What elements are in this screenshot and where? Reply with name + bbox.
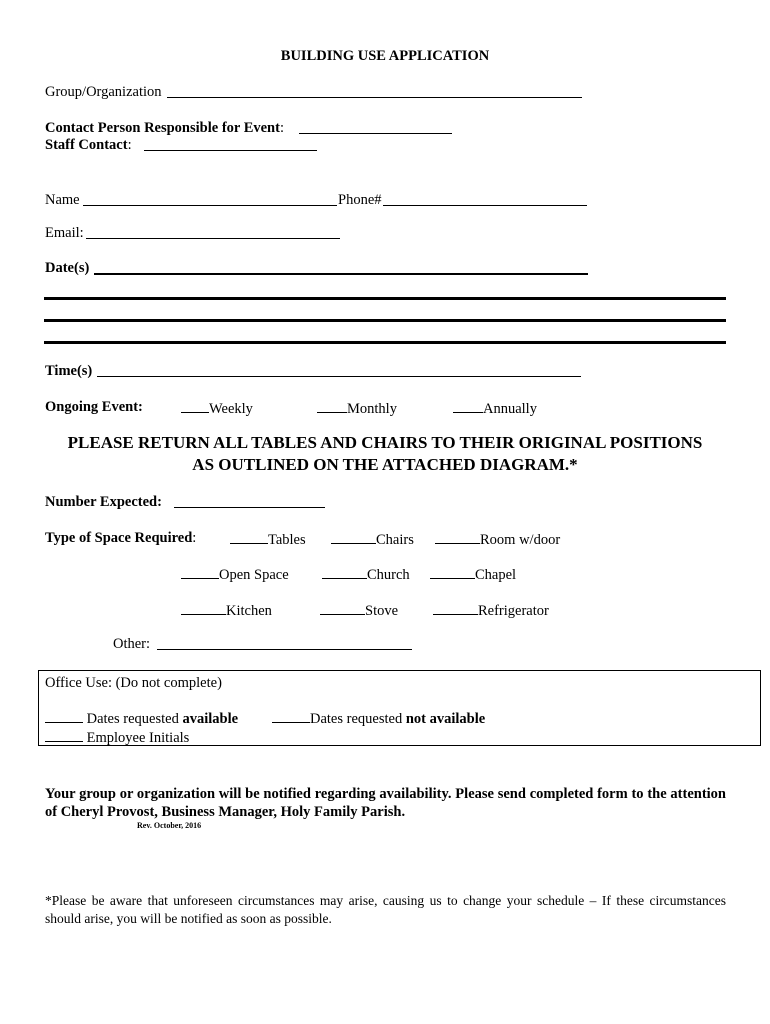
annually-label: Annually <box>483 401 537 417</box>
dates-not-available-checkbox[interactable] <box>272 710 310 723</box>
kitchen-checkbox[interactable] <box>181 602 226 615</box>
space-option-tables[interactable] <box>230 531 306 548</box>
church-label: Church <box>367 567 410 583</box>
chairs-checkbox[interactable] <box>331 531 376 544</box>
tables-checkbox[interactable] <box>230 531 268 544</box>
phone-label: Phone# <box>338 192 382 208</box>
space-option-chairs[interactable] <box>331 531 414 548</box>
name-field[interactable] <box>83 205 337 206</box>
dates-label: Date(s) <box>45 260 90 276</box>
tables-label: Tables <box>268 532 306 548</box>
page-title: BUILDING USE APPLICATION <box>280 48 490 64</box>
weekly-label: Weekly <box>209 401 253 417</box>
room-door-checkbox[interactable] <box>435 531 480 544</box>
dates-line-4[interactable] <box>44 341 726 344</box>
contact-person-field[interactable] <box>299 133 452 134</box>
footnote: *Please be aware that unforeseen circumstances may arise, causing us to change your schedule – If these circumstances should arise, you will be notified as soon as possible. <box>45 893 726 926</box>
dates-available-checkbox[interactable] <box>45 710 83 723</box>
church-checkbox[interactable] <box>322 566 367 579</box>
number-expected-label: Number Expected: <box>45 494 162 510</box>
monthly-checkbox[interactable] <box>317 400 347 413</box>
revision-note: Rev. October, 2016 <box>137 821 202 830</box>
name-label: Name <box>45 192 80 208</box>
phone-field[interactable] <box>383 205 587 206</box>
refrigerator-label: Refrigerator <box>478 603 549 619</box>
staff-contact-label: Staff Contact <box>45 137 128 153</box>
space-option-refrigerator[interactable] <box>433 602 549 619</box>
space-label: Type of Space Required <box>45 530 193 546</box>
dates-available-row[interactable] <box>45 710 238 727</box>
times-label: Time(s) <box>45 363 93 379</box>
dates-not-available-bold: not available <box>405 711 486 727</box>
chapel-checkbox[interactable] <box>430 566 475 579</box>
notice-line-1: PLEASE RETURN ALL TABLES AND CHAIRS TO THEIR ORIGINAL POSITIONS <box>67 433 703 452</box>
dates-not-available-text: Dates requested <box>310 711 406 727</box>
weekly-checkbox[interactable] <box>181 400 209 413</box>
staff-contact-row: Staff Contact: <box>45 137 132 153</box>
space-option-chapel[interactable] <box>430 566 516 583</box>
room-door-label: Room w/door <box>480 532 561 548</box>
group-org-row <box>45 85 162 100</box>
space-option-kitchen[interactable] <box>181 602 272 619</box>
employee-initials-label: Employee Initials <box>86 730 190 746</box>
monthly-option[interactable] <box>317 400 397 417</box>
employee-initials-row[interactable] <box>45 729 189 746</box>
times-field[interactable] <box>97 376 581 377</box>
notify-paragraph: Your group or organization will be notified regarding availability. Please send completed form to the attention of Cheryl Provost, Business Manager, Holy Family Parish. <box>45 786 726 820</box>
monthly-label: Monthly <box>347 401 397 417</box>
stove-checkbox[interactable] <box>320 602 365 615</box>
stove-label: Stove <box>365 603 399 619</box>
number-expected-field[interactable] <box>174 507 325 508</box>
dates-line-2[interactable] <box>44 297 726 300</box>
kitchen-label: Kitchen <box>226 603 272 619</box>
dates-available-bold: available <box>182 711 239 727</box>
contact-person-label: Contact Person Responsible for Event <box>45 120 280 136</box>
space-row: Type of Space Required: <box>45 530 197 546</box>
email-field[interactable] <box>86 238 340 239</box>
space-option-open-space[interactable] <box>181 566 289 583</box>
ongoing-label: Ongoing Event: <box>45 399 143 415</box>
dates-available-text: Dates requested <box>86 711 183 727</box>
space-option-church[interactable] <box>322 566 410 583</box>
space-option-stove[interactable] <box>320 602 398 619</box>
staff-contact-field[interactable] <box>144 150 317 151</box>
chapel-label: Chapel <box>475 567 517 583</box>
other-label: Other: <box>113 636 151 652</box>
refrigerator-checkbox[interactable] <box>433 602 478 615</box>
weekly-option[interactable] <box>181 400 253 417</box>
email-label: Email: <box>45 225 84 241</box>
space-option-room-door[interactable] <box>435 531 560 548</box>
open-space-checkbox[interactable] <box>181 566 219 579</box>
open-space-label: Open Space <box>219 567 289 583</box>
annually-option[interactable] <box>453 400 537 417</box>
dates-line-3[interactable] <box>44 319 726 322</box>
group-org-field[interactable] <box>167 97 582 98</box>
group-org-label: Group/Organization <box>45 84 162 100</box>
dates-field[interactable] <box>94 273 588 275</box>
other-field[interactable] <box>157 649 412 650</box>
office-use-heading: Office Use: (Do not complete) <box>45 675 222 691</box>
contact-person-row: Contact Person Responsible for Event: <box>45 120 284 136</box>
chairs-label: Chairs <box>376 532 414 548</box>
annually-checkbox[interactable] <box>453 400 483 413</box>
employee-initials-field[interactable] <box>45 729 83 742</box>
notice-line-2: AS OUTLINED ON THE ATTACHED DIAGRAM.* <box>192 455 578 474</box>
dates-not-available-row[interactable] <box>272 710 485 727</box>
